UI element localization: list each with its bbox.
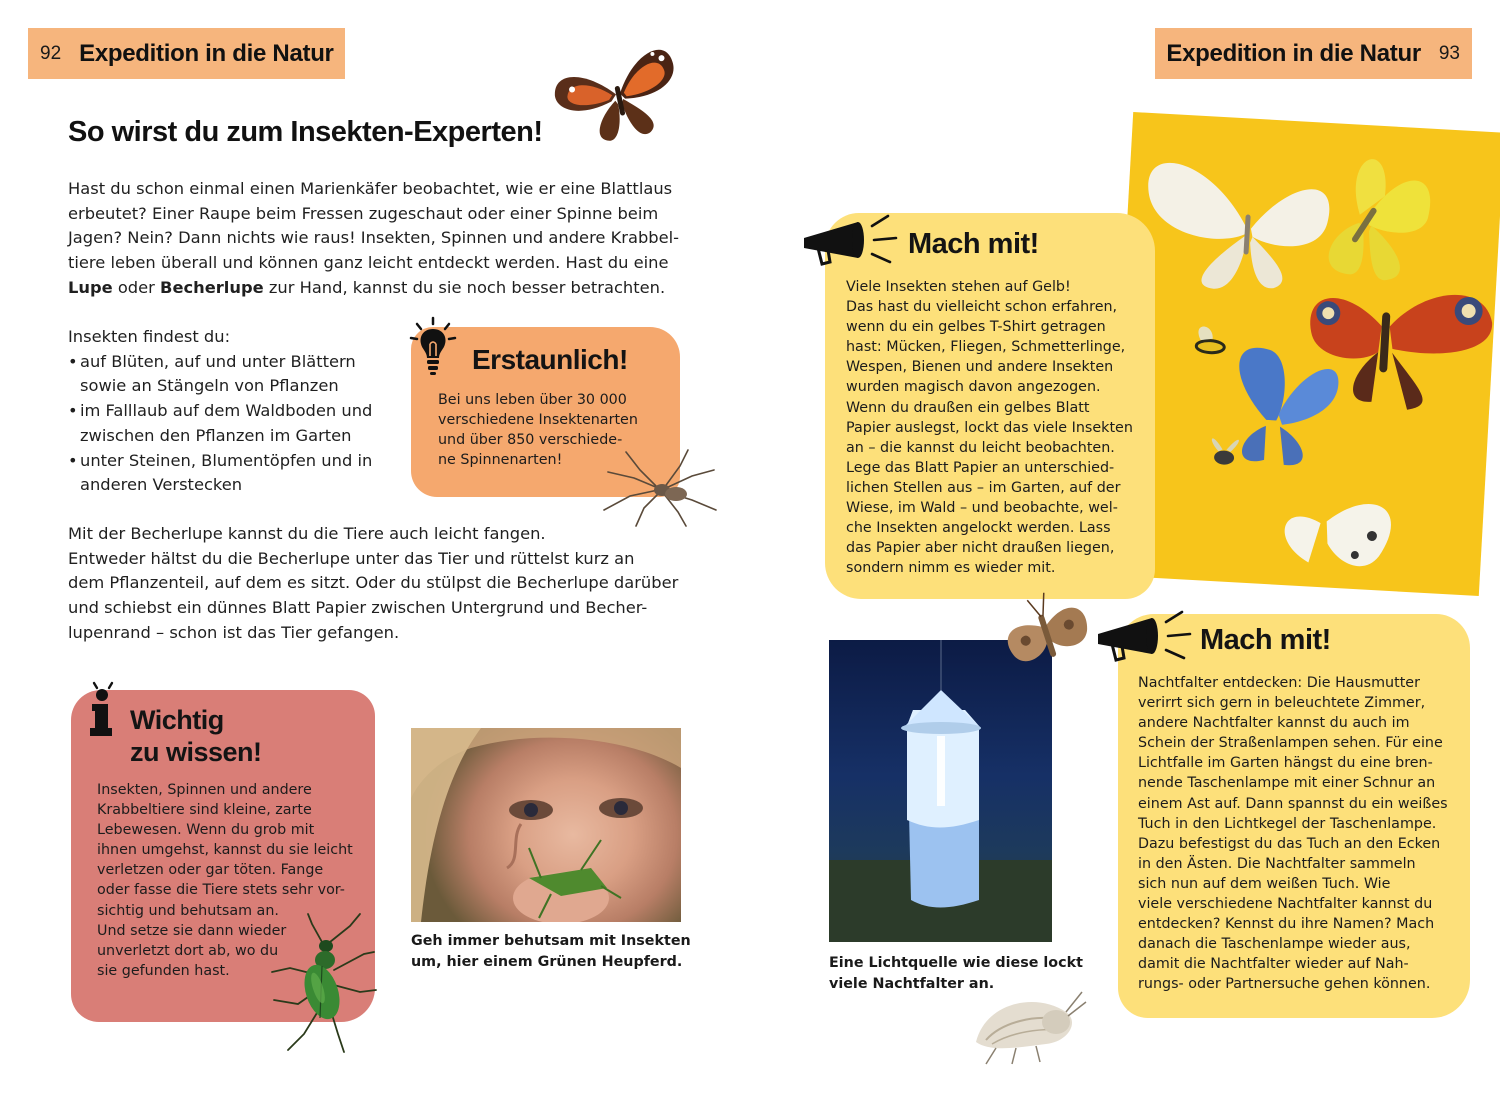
mach-mit-text-2: Nachtfalter entdecken: Die Hausmutter verirrt sich gern in beleuchtete Zimmer, andere Nachtfalter kannst du auch im Schein der Straßenlampen sehen. Für eine Lichtfalle im Garten hängst du eine bren- nende Taschenlampe mit einer Schnur an einem Ast auf. Dann spannst du ein weißes Tuch in den Lichtkegel der Taschenlampe. Dazu befestigst du das Tuch an den Ecken in den Ästen. Die Nachtfalter sammeln sich nun auf dem weißen Tuch. Wie viele verschiedene Nachtfalter kannst du entdecken? Kennst du ihre Namen? Mach danach die Taschenlampe wieder aus, damit die Nachtfalter wieder auf Nah- rungs- oder Partnersuche gehen können. — [1138, 675, 1448, 993]
fly — [1210, 438, 1239, 465]
spider-illustration — [600, 448, 718, 528]
intro-paragraph: Hast du schon einmal einen Marienkäfer beobachtet, wie er eine Blattlaus erbeutet? Einer Raupe beim Fressen zugeschaut oder einer Spinne beim Jagen? Nein? Dann nichts wie raus! Insekten, Spinnen und andere Krabbel- tiere leben überall und können ganz leicht entdeckt werden. Hast du eine Lupe oder Becherlupe zur Hand, kannst du sie noch besser betrachten. — [68, 179, 680, 297]
mach-mit-title-1: Mach mit! — [908, 228, 1039, 260]
page-heading: So wirst du zum Insekten-Experten! — [68, 116, 543, 148]
find-list — [68, 325, 398, 498]
yellow-butterfly — [1327, 157, 1432, 283]
wichtig-title: Wichtig zu wissen! — [130, 705, 262, 767]
admiral-butterfly-illustration — [550, 34, 686, 152]
wichtig-text: Insekten, Spinnen und andere Krabbeltiere sind kleine, zarte Lebewesen. Wenn du grob mit ihnen umgehst, kannst du sie leicht verletzen oder gar töten. Fange oder fasse die Tiere stets sehr vor- sichtig und behutsam an. Und setze sie dann wieder unverletzt dort ab, wo du sie gefunden hast. — [97, 782, 353, 979]
moth-illustration-1 — [996, 586, 1096, 678]
white-butterfly-2 — [1283, 499, 1392, 568]
beetle-illustration — [268, 912, 380, 1054]
catch-paragraph: Mit der Becherlupe kannst du die Tiere auch leicht fangen. Entweder hältst du die Becherlupe unter das Tier und rüttelst kurz an dem Pflanzenteil, auf dem es sitzt. Oder du stülpst die Becherlupe darüber und schiebst ein dünnes Blatt Papier zwischen Untergrund und Becher- lupenrand – schon ist das Tier gefangen. — [68, 524, 679, 642]
mach-mit-text-1: Viele Insekten stehen auf Gelb! Das hast du vielleicht schon erfahren, wenn du ein gelbes T-Shirt getragen hast: Mücken, Fliegen, Schmetterlinge, Wespen, Bienen und andere Insekten wurden magisch davon angezogen. Wenn du draußen ein gelbes Blatt Papier auslegst, lockt das viele Insekten an – die kannst du leicht beobachten. Lege das Blatt Papier an unterschied- lichen Stellen aus – im Garten, auf der Wiese, im Wald – und beobachte, wel- che Insekten angelockt werden. Lass das Papier aber nicht draußen liegen, sondern nimm es wieder mit. — [846, 279, 1133, 577]
white-butterfly-1 — [1143, 162, 1332, 295]
header-title-left: Expedition in die Natur — [79, 39, 334, 67]
megaphone-icon-1 — [800, 208, 904, 268]
moth-illustration-2 — [956, 982, 1088, 1066]
list-item: • auf Blüten, auf und unter Blättern sowie an Stängeln von Pflanzen — [68, 350, 398, 399]
megaphone-icon-2 — [1094, 604, 1198, 664]
header-tab-left — [28, 28, 345, 79]
header-title-right: Expedition in die Natur — [1166, 39, 1421, 67]
girl-photo-caption: Geh immer behutsam mit Insekten um, hier einem Grünen Heupferd. — [411, 933, 691, 970]
light-photo-caption: Eine Lichtquelle wie diese lockt viele Nachtfalter an. — [829, 955, 1083, 992]
erstaunlich-title: Erstaunlich! — [472, 344, 628, 375]
page-number-left: 92 — [40, 42, 62, 64]
list-item: • unter Steinen, Blumentöpfen und in anderen Verstecken — [68, 449, 398, 498]
list-item: • im Falllaub auf dem Waldboden und zwischen den Pflanzen im Garten — [68, 399, 398, 448]
girl-with-grasshopper-photo — [411, 728, 681, 922]
erstaunlich-text: Bei uns leben über 30 000 verschiedene Insektenarten und über 850 verschiede- ne Spinnenarten! — [438, 392, 638, 469]
find-list-heading: Insekten findest du: — [68, 327, 231, 346]
insects-on-yellow-paper-photo — [1107, 112, 1500, 596]
lightbulb-icon — [408, 316, 458, 378]
lupe-term: Lupe — [68, 277, 113, 297]
hoverfly — [1196, 326, 1225, 353]
header-tab-right — [1155, 28, 1472, 79]
info-icon — [84, 680, 118, 740]
page-number-right: 93 — [1438, 42, 1460, 64]
blue-butterfly — [1234, 347, 1340, 468]
light-trap-photo — [829, 640, 1052, 942]
becherlupe-term: Becherlupe — [160, 277, 264, 297]
mach-mit-title-2: Mach mit! — [1200, 624, 1331, 656]
